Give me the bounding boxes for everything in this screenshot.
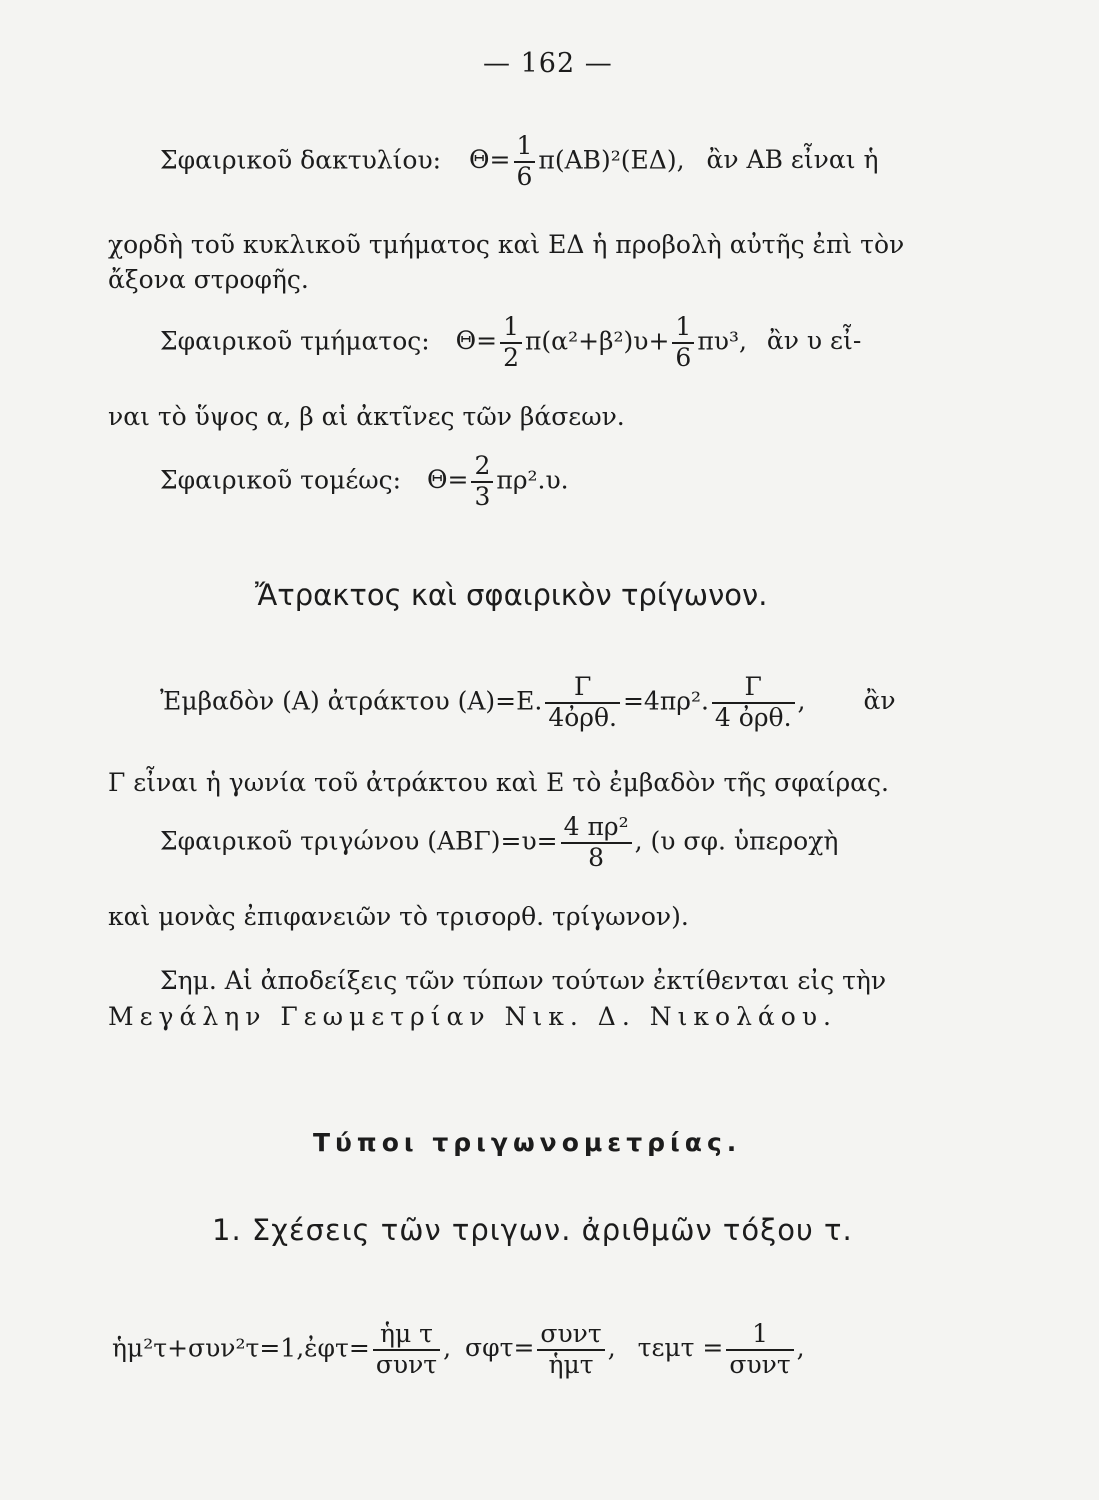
denominator: 3 xyxy=(474,481,491,511)
identity-pythagorean: ἡμ²τ+συν²τ=1, xyxy=(112,1333,305,1363)
formula-lhs: τεμτ = xyxy=(637,1333,724,1363)
formula-tail: ἂν xyxy=(863,686,896,716)
formula-lhs: ἐφτ= xyxy=(304,1333,370,1363)
formula-tail: , (υ σφ. ὑπεροχὴ xyxy=(634,826,839,856)
formula-label: Σφαιρικοῦ τριγώνου (ΑΒΓ)=υ= xyxy=(160,826,558,856)
numerator: 4 πρ² xyxy=(561,813,632,844)
denominator: ἡμτ xyxy=(548,1349,594,1379)
fraction xyxy=(726,1320,793,1380)
formula-spherical-ring xyxy=(160,132,878,192)
formula-spherical-segment xyxy=(160,313,861,373)
numerator: συντ xyxy=(537,1320,604,1351)
formula-rest: πρ².υ. xyxy=(496,465,569,495)
numerator: 1 xyxy=(672,313,694,344)
separator: , xyxy=(607,1333,616,1363)
fraction xyxy=(672,313,694,373)
paragraph-line: χορδὴ τοῦ κυκλικοῦ τμήματος καὶ ΕΔ ἡ προβολὴ αὐτῆς ἐπὶ τὸν xyxy=(108,230,905,259)
numerator: Γ xyxy=(712,673,795,704)
fraction xyxy=(537,1320,604,1380)
paragraph-line: ἄξονα στροφῆς. xyxy=(108,265,309,294)
formula-middle: π(α²+β²)υ+ xyxy=(525,326,670,356)
fraction xyxy=(712,673,795,733)
formula-tail: ἂν υ εἶ- xyxy=(766,326,862,356)
formula-rest: π(ΑΒ)²(ΕΔ), xyxy=(538,145,685,175)
formula-lune-area xyxy=(160,673,896,733)
numerator: ἡμ τ xyxy=(373,1320,440,1351)
formula-tail: ἂν ΑΒ εἶναι ἡ xyxy=(706,145,879,175)
numerator: Γ xyxy=(545,673,620,704)
subsection-heading: 1. Σχέσεις τῶν τριγων. ἀριθμῶν τόξου τ. xyxy=(212,1213,853,1247)
fraction xyxy=(471,452,493,512)
formula-spherical-sector xyxy=(160,452,569,512)
note-line: Μεγάλην Γεωμετρίαν Νικ. Δ. Νικολάου. xyxy=(108,1002,838,1031)
denominator: συντ xyxy=(375,1349,438,1379)
formula-trig-identities xyxy=(112,1320,805,1380)
formula-lhs: σφτ= xyxy=(465,1333,535,1363)
fraction xyxy=(561,813,632,873)
formula-label: Σφαιρικοῦ τμήματος: xyxy=(160,326,430,356)
numerator: 1 xyxy=(500,313,522,344)
formula-lhs: Θ= xyxy=(469,145,511,175)
paragraph-line: Γ εἶναι ἡ γωνία τοῦ ἀτράκτου καὶ Ε τὸ ἐμβαδὸν τῆς σφαίρας. xyxy=(108,768,889,797)
formula-lhs: Θ= xyxy=(455,326,498,356)
formula-comma: , xyxy=(797,686,806,716)
denominator: 4ὀρθ. xyxy=(548,702,617,732)
formula-middle: =4πρ². xyxy=(622,686,709,716)
formula-label: Σφαιρικοῦ τομέως: xyxy=(160,465,402,495)
formula-label: Σφαιρικοῦ δακτυλίου: xyxy=(160,145,442,175)
denominator: 8 xyxy=(588,842,605,872)
denominator: 6 xyxy=(675,342,692,372)
fraction xyxy=(500,313,522,373)
fraction xyxy=(373,1320,440,1380)
page-number: — 162 — xyxy=(483,48,613,79)
denominator: 2 xyxy=(503,342,519,372)
section-heading: Τύποι τριγωνομετρίας. xyxy=(313,1128,742,1157)
numerator: 2 xyxy=(471,452,493,483)
paragraph-line: καὶ μονὰς ἐπιφανειῶν τὸ τρισορθ. τρίγωνον). xyxy=(108,902,689,931)
formula-lhs: Θ= xyxy=(427,465,469,495)
fraction xyxy=(545,673,620,733)
paragraph-line: ναι τὸ ὕψος α, β αἱ ἀκτῖνες τῶν βάσεων. xyxy=(108,402,625,431)
denominator: 4 ὀρθ. xyxy=(714,702,792,732)
denominator: 6 xyxy=(516,161,533,191)
formula-spherical-triangle xyxy=(160,813,838,873)
denominator: συντ xyxy=(729,1349,791,1379)
fraction xyxy=(514,132,536,192)
numerator: 1 xyxy=(726,1320,793,1351)
note-line: Σημ. Αἱ ἀποδείξεις τῶν τύπων τούτων ἐκτίθενται εἰς τὴν xyxy=(160,966,887,995)
section-heading: Ἄτρακτος καὶ σφαιρικὸν τρίγωνον. xyxy=(255,578,768,612)
separator: , xyxy=(796,1333,805,1363)
formula-rest: πυ³, xyxy=(697,326,747,356)
separator: , xyxy=(443,1333,452,1363)
formula-label: Ἐμβαδὸν (Α) ἀτράκτου (Α)=Ε. xyxy=(160,686,543,716)
numerator: 1 xyxy=(514,132,536,163)
